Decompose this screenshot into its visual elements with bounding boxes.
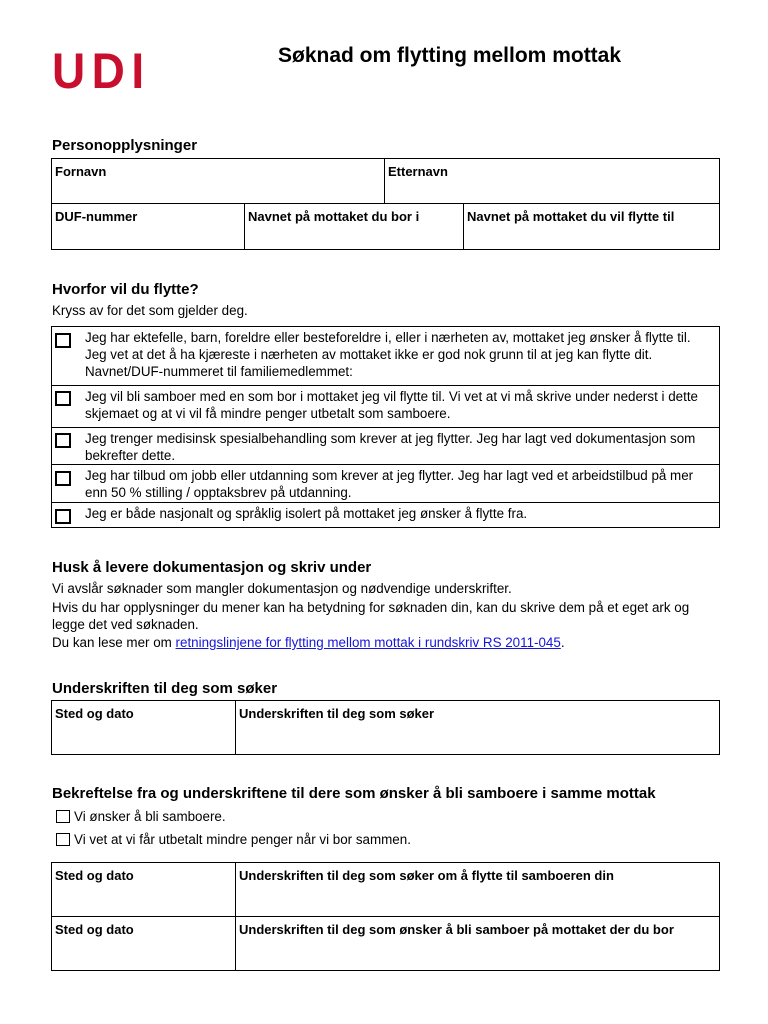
last-name-label: Etternavn [388,164,448,179]
reason-isolated-checkbox[interactable] [55,509,71,524]
applicant-partner-signature-label: Underskriften til deg som søker om å flytte til samboeren din [239,868,614,883]
duf-number-field[interactable] [51,203,245,250]
resident-partner-signature-label: Underskriften til deg som ønsker å bli samboer på mottaket der du bor [239,922,674,937]
read-more-suffix: . [560,635,565,650]
cohab-want-checkbox[interactable] [56,810,70,823]
reason-family [51,326,720,386]
cohab-heading: Bekreftelse fra og underskriftene til dere som ønsker å bli samboere i samme mottak [52,785,656,802]
cohab-less-money-checkbox[interactable] [56,833,70,846]
duf-number-label: DUF-nummer [55,209,138,224]
reasons-instruction: Kryss av for det som gjelder deg. [52,303,248,318]
reason-job [51,464,720,503]
signature-place-date-field[interactable] [51,700,236,755]
docs-extra-info-note: Hvis du har opplysninger du mener kan ha betydning for søknaden din, kan du skrive dem på et eget ark og legge det ved søknaden. [52,600,690,632]
reason-isolated [51,502,720,528]
docs-rejection-note: Vi avslår søknader som mangler dokumentasjon og nødvendige underskrifter. [52,581,512,596]
applicant-signature-label: Underskriften til deg som søker [239,706,435,721]
first-name-field[interactable] [51,158,385,204]
read-more-prefix: Du kan lese mer om [52,635,176,650]
current-center-field[interactable] [244,203,464,250]
resident-partner-signature-field[interactable] [235,916,720,971]
docs-read-more [52,634,720,651]
reason-cohabit-text: Jeg vil bli samboer med en som bor i mottaket jeg vil flytte til. Vi vet at vi må skrive under nederst i dette skjemaet og at vi vil få mindre penger utbetalt som samboere. [85,389,699,421]
cohab-place-date-label-2: Sted og dato [55,922,134,937]
first-name-label: Fornavn [55,164,107,179]
target-center-field[interactable] [463,203,720,250]
cohab-want-text: Vi ønsker å bli samboere. [74,809,226,824]
signature-heading: Underskriften til deg som søker [52,680,278,697]
reason-family-text: Jeg har ektefelle, barn, foreldre eller besteforeldre i, eller i nærheten av, mottaket jeg ønsker å flytte til. Jeg vet at det å ha kjæreste i nærheten av mottaket ikke er god nok grunn til at jeg kan flytte dit. Navnet/DUF-nummeret til familiemedlemmet: [85,330,691,379]
reason-job-text: Jeg har tilbud om jobb eller utdanning som krever at jeg flytter. Jeg har lagt ved et arbeidstilbud på mer enn 50 % stilling / opptaksbrev på utdanning. [85,468,694,500]
applicant-signature-field[interactable] [235,700,720,755]
reason-medical-text: Jeg trenger medisinsk spesialbehandling som krever at jeg flytter. Jeg har lagt ved dokumentasjon som bekrefter dette. [85,431,696,463]
applicant-partner-signature-field[interactable] [235,862,720,917]
last-name-field[interactable] [384,158,720,204]
reason-family-checkbox[interactable] [55,333,71,348]
reason-job-checkbox[interactable] [55,471,71,486]
reason-cohabit-checkbox[interactable] [55,391,71,406]
reason-medical-checkbox[interactable] [55,433,71,448]
reason-isolated-text: Jeg er både nasjonalt og språklig isolert på mottaket jeg ønsker å flytte fra. [85,506,528,521]
udi-logo: UDI [52,43,151,99]
cohab-place-date-label-1: Sted og dato [55,868,134,883]
target-center-label: Navnet på mottaket du vil flytte til [467,209,675,224]
document-title: Søknad om flytting mellom mottak [278,44,622,67]
signature-place-date-label: Sted og dato [55,706,134,721]
cohab-place-date-field-1[interactable] [51,862,236,917]
reasons-heading: Hvorfor vil du flytte? [52,281,199,298]
docs-heading: Husk å levere dokumentasjon og skriv under [52,559,372,576]
guidelines-link[interactable]: retningslinjene for flytting mellom mottak i rundskriv RS 2011-045 [175,635,561,650]
cohab-less-money-text: Vi vet at vi får utbetalt mindre penger når vi bor sammen. [74,832,411,847]
current-center-label: Navnet på mottaket du bor i [248,209,420,224]
reason-cohabit [51,385,720,428]
reason-medical [51,427,720,465]
cohab-place-date-field-2[interactable] [51,916,236,971]
personal-info-heading: Personopplysninger [52,137,198,154]
